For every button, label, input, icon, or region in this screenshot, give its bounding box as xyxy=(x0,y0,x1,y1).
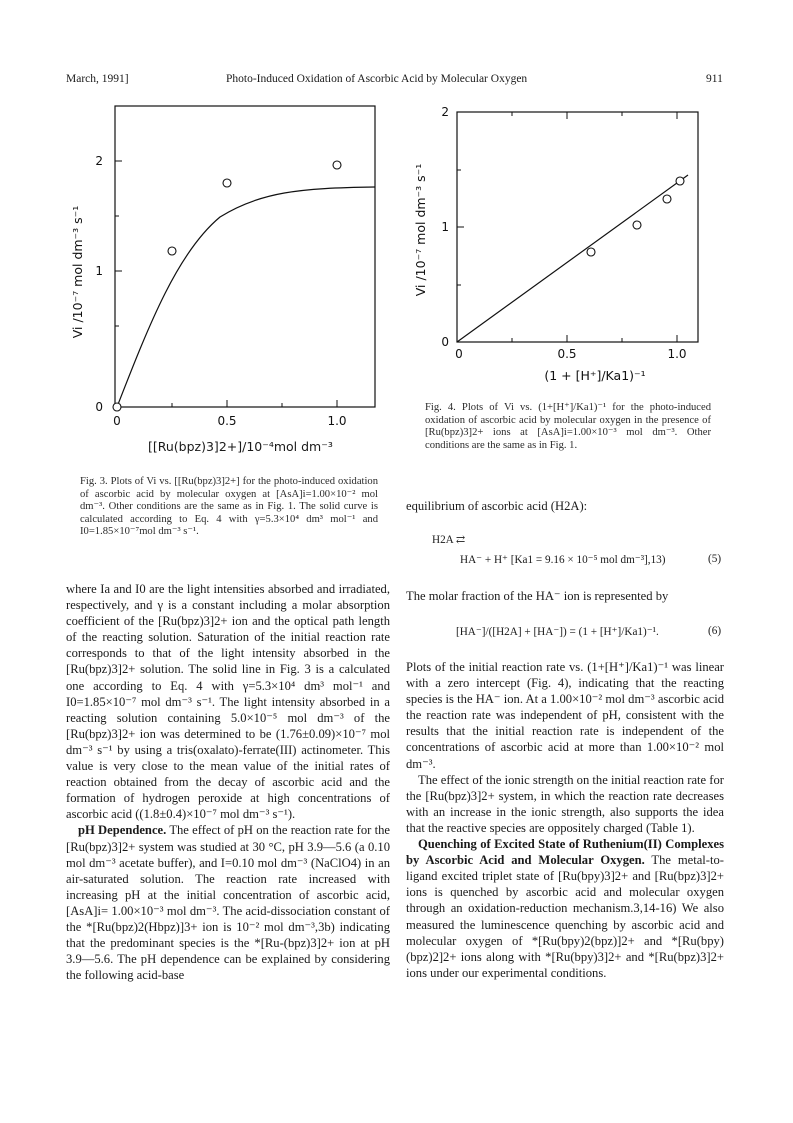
right-column-text xyxy=(406,498,724,514)
eq5-right: HA⁻ + H⁺ [Ka1 = 9.16 × 10⁻⁵ mol dm⁻³],13) xyxy=(460,554,666,566)
fig4-point xyxy=(663,195,671,203)
fig3-ylabel: Vi /10⁻⁷ mol dm⁻³ s⁻¹ xyxy=(70,205,85,339)
fig3-xtick-label: 1.0 xyxy=(327,414,347,428)
left-column-text xyxy=(66,581,390,983)
page-number: 911 xyxy=(706,73,723,85)
running-header-left: March, 1991] xyxy=(66,73,129,85)
fig3-point xyxy=(333,161,341,169)
fig4-xtick-label: 0 xyxy=(455,347,463,361)
fig4-frame xyxy=(457,112,698,342)
fig3-caption: Fig. 3. Plots of Vi vs. [[Ru(bpz)3]2+] for the photo-induced oxidation of ascorbic acid by molecular oxygen at [AsA]i=1.00×10⁻² mol dm⁻³. Other conditions are the same as in Fig. 1. The solid curve is calculated according to Eq. 4 with γ=5.3×10⁴ dm³ mol⁻¹ and I0=1.85×10⁻⁷mol dm⁻³ s⁻¹. xyxy=(80,476,378,538)
fig4-ylabel: Vi /10⁻⁷ mol dm⁻³ s⁻¹ xyxy=(413,163,428,297)
fig3-point xyxy=(168,247,176,255)
running-header-title: Photo-Induced Oxidation of Ascorbic Acid by Molecular Oxygen xyxy=(226,73,528,85)
fig4-fit-line xyxy=(457,175,688,342)
paragraph: equilibrium of ascorbic acid (H2A): xyxy=(406,499,588,513)
paragraph: where Ia and I0 are the light intensities absorbed and irradiated, respectively, and γ is a constant including a molar absorption coefficient of the [Ru(bpz)3]2+ ion and the optical path length of the reacting solution. Saturation of the initial reaction rate corresponds to that of the light intensity absorbed in the [Ru(bpz)3]2+ solution. The solid line in Fig. 3 is a calculated one according to Eq. 4 with γ=5.3×10⁴ dm³ mol⁻¹ and I0=1.85×10⁻⁷ mol dm⁻³ s⁻¹. The light intensity absorbed in a reacting solution containing 5.0×10⁻⁵ mol dm⁻³ of the [Ru(bpz)3]2+ ion was determined to be (1.76±0.09)×10⁻⁷ mol dm⁻³ s⁻¹ by using a tris(oxalato)-ferrate(III) actinometer. This value is very close to the mean value of the initial rates of reaction obtained from the decay of ascorbic acid and the formation of hydrogen peroxide at high concentrations of ascorbic acid ((1.8±0.4)×10⁻⁷ mol dm⁻³ s⁻¹). xyxy=(66,582,390,822)
fig4-xtick-label: 1.0 xyxy=(667,347,687,361)
fig3-point xyxy=(223,179,231,187)
figure-3-chart xyxy=(60,92,390,432)
fig4-point xyxy=(633,221,641,229)
fig3-ytick-label: 1 xyxy=(95,264,103,278)
molar-fraction-text: The molar fraction of the HA⁻ ion is represented by xyxy=(406,589,669,603)
paragraph: pH Dependence. The effect of pH on the reaction rate for the [Ru(bpz)3]2+ system was studied at 30 °C, pH 3.9—5.6 (a 0.10 mol dm⁻³ acetate buffer), and I=0.10 mol dm⁻³ (NaClO4) in an air-saturated solution. The reaction rate increased with increasing pH at the initial concentration of ascorbic acid, [AsA]i= 1.00×10⁻³ mol dm⁻³. The acid-dissociation constant of the *[Ru(bpz)2(Hbpz)]3+ ion is 10⁻² mol dm⁻³,3b) indicating that the predominant species is the *[Ru-(bpz)3]2+ ion at pH 3.9—5.6. The pH dependence can be explained by considering the following acid-base xyxy=(66,823,391,983)
fig4-ytick-label: 0 xyxy=(441,335,449,349)
figure-4-chart xyxy=(405,100,715,390)
eq6: [HA⁻]/([H2A] + [HA⁻]) = (1 + [H⁺]/Ka1)⁻¹. xyxy=(456,626,659,638)
fig3-xtick-label: 0 xyxy=(113,414,121,428)
fig4-xlabel: (1 + [H⁺]/Ka1)⁻¹ xyxy=(544,368,646,383)
right-column-text-main xyxy=(406,659,724,981)
fig4-xtick-label: 0.5 xyxy=(557,347,577,361)
fig4-point xyxy=(587,248,595,256)
paragraph: Quenching of Excited State of Ruthenium(II) Complexes by Ascorbic Acid and Molecular Oxygen. The metal-to-ligand excited triplet state of [Ru(bpy)3]2+ and [Ru(bpz)3]2+ ions is quenched by ascorbic acid and molecular oxygen through an oxidation-reduction mechanism.3,14-16) We also measured the luminescence quenching by ascorbic acid and molecular oxygen of *[Ru(bpy)2(bpz)]2+ and *[Ru(bpy)(bpz)2]2+ ions along with *[Ru(bpy)3]2+ and *[Ru(bpz)3]2+ ions under our experimental conditions. xyxy=(406,837,724,980)
eq5-left: H2A ⇄ xyxy=(432,534,466,546)
fig3-xtick-label: 0.5 xyxy=(217,414,237,428)
fig3-frame xyxy=(115,106,375,407)
fig3-point xyxy=(113,403,121,411)
fig4-ytick-label: 2 xyxy=(441,105,449,119)
fig4-ytick-label: 1 xyxy=(441,220,449,234)
section-heading-quenching: Quenching of Excited State of Ruthenium(II) Complexes by Ascorbic Acid and Molecular Oxygen. xyxy=(406,837,724,868)
fig3-ytick-label: 0 xyxy=(95,400,103,414)
fig3-ytick-label: 2 xyxy=(95,154,103,168)
eq6-number: (6) xyxy=(708,625,722,637)
fig4-caption: Fig. 4. Plots of Vi vs. (1+[H⁺]/Ka1)⁻¹ for the photo-induced oxidation of ascorbic acid by molecular oxygen in the presence of [Ru(bpz)3]2+ ions at [AsA]i=1.00×10⁻³ mol dm⁻³. Other conditions are the same as in Fig. 1. xyxy=(425,402,711,451)
section-heading-ph: pH Dependence. xyxy=(78,823,167,838)
eq5-number: (5) xyxy=(708,553,722,565)
paragraph: The effect of the ionic strength on the initial reaction rate for the [Ru(bpz)3]2+ system, in which the reaction rate decreases with an increase in the ionic strength, also supports the idea that the reactive species are oppositely charged (Table 1). xyxy=(406,772,724,835)
paragraph: Plots of the initial reaction rate vs. (1+[H⁺]/Ka1)⁻¹ was linear with a zero intercept (Fig. 4), indicating that the reacting species is the HA⁻ ion. At a 1.00×10⁻² mol dm⁻³ ascorbic acid the reaction rate was independent of pH, consistent with the results that the initial reaction rate is independent of the concentrations of ascorbic acid at more than 1.00×10⁻² mol dm⁻³. xyxy=(406,660,724,771)
fig4-point xyxy=(676,177,684,185)
fig3-xlabel: [[Ru(bpz)3]2+]/10⁻⁴mol dm⁻³ xyxy=(148,439,333,454)
fig3-calculated-curve xyxy=(117,187,375,407)
